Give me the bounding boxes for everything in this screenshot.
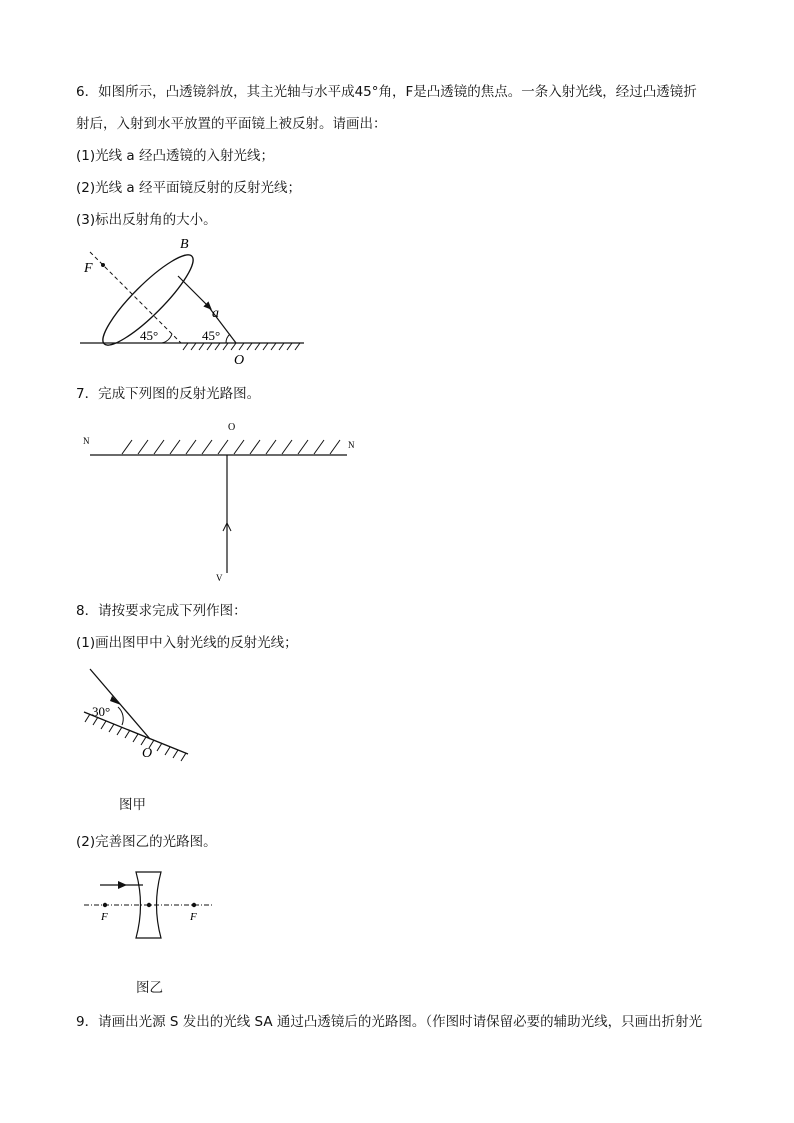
q8-fig2-label-F-right: F	[190, 911, 197, 923]
q9-text: 9．请画出光源 S 发出的光线 SA 通过凸透镜后的光路图。（作图时请保留必要的辅助光线，只画出折射光	[76, 1014, 703, 1030]
q8-fig2-ray-arrow	[118, 881, 127, 889]
q6-item1: (1)光线 a 经凸透镜的入射光线；	[76, 148, 274, 164]
q8-item2: (2)完善图乙的光路图。	[76, 834, 217, 850]
q6-label-B: B	[180, 238, 189, 252]
q6-label-O: O	[234, 353, 245, 368]
q8-fig2-optical-center	[147, 903, 151, 907]
q6-angle-ray: 45°	[202, 328, 221, 343]
q8-caption2: 图乙	[136, 980, 163, 996]
q8-fig1-ray-arrow	[110, 696, 121, 705]
q6-label-F: F	[84, 261, 93, 276]
q6-angle-arc-lens	[162, 334, 172, 343]
q8-item1: (1)画出图甲中入射光线的反射光线；	[76, 635, 298, 651]
q8-fig1-angle-arc	[118, 707, 123, 725]
q6-ray-a-upper	[178, 276, 211, 309]
q7-figure	[80, 418, 360, 588]
q8-fig1-mirror-hatch	[85, 714, 186, 761]
q6-angle-arc-ray	[226, 334, 230, 343]
q8-fig1-angle: 30°	[92, 704, 111, 719]
q6-item3: (3)标出反射角的大小。	[76, 212, 217, 228]
q6-label-a: a	[212, 306, 219, 321]
q7-label-O: O	[228, 422, 236, 433]
q6-item2: (2)光线 a 经平面镜反射的反射光线；	[76, 180, 301, 196]
q8-fig2-focus-right	[192, 903, 196, 907]
q6-text-line1: 6．如图所示，凸透镜斜放，其主光轴与水平成45°角，F是凸透镜的焦点。一条入射光线，经过凸透镜折	[76, 84, 697, 100]
q8-fig2	[84, 866, 216, 944]
q7-text: 7．完成下列图的反射光路图。	[76, 386, 261, 402]
q8-fig2-label-F-left: F	[101, 911, 108, 923]
q6-focus-dot	[101, 263, 105, 267]
q8-text: 8．请按要求完成下列作图：	[76, 603, 247, 619]
q6-text-line2: 射后，入射到水平放置的平面镜上被反射。请画出：	[76, 116, 387, 132]
q7-label-V: V	[216, 573, 223, 583]
q7-label-N-left: N	[83, 436, 90, 446]
q8-caption1: 图甲	[119, 797, 146, 813]
q7-label-N-right: N	[348, 440, 355, 450]
q6-figure	[70, 238, 320, 370]
q7-mirror-hatch	[122, 440, 340, 454]
q6-mirror-hatch	[183, 343, 300, 350]
q6-angle-lens: 45°	[140, 328, 159, 343]
q8-fig1	[80, 665, 200, 765]
q8-fig1-label-O: O	[142, 746, 153, 761]
q8-fig2-focus-left	[103, 903, 107, 907]
